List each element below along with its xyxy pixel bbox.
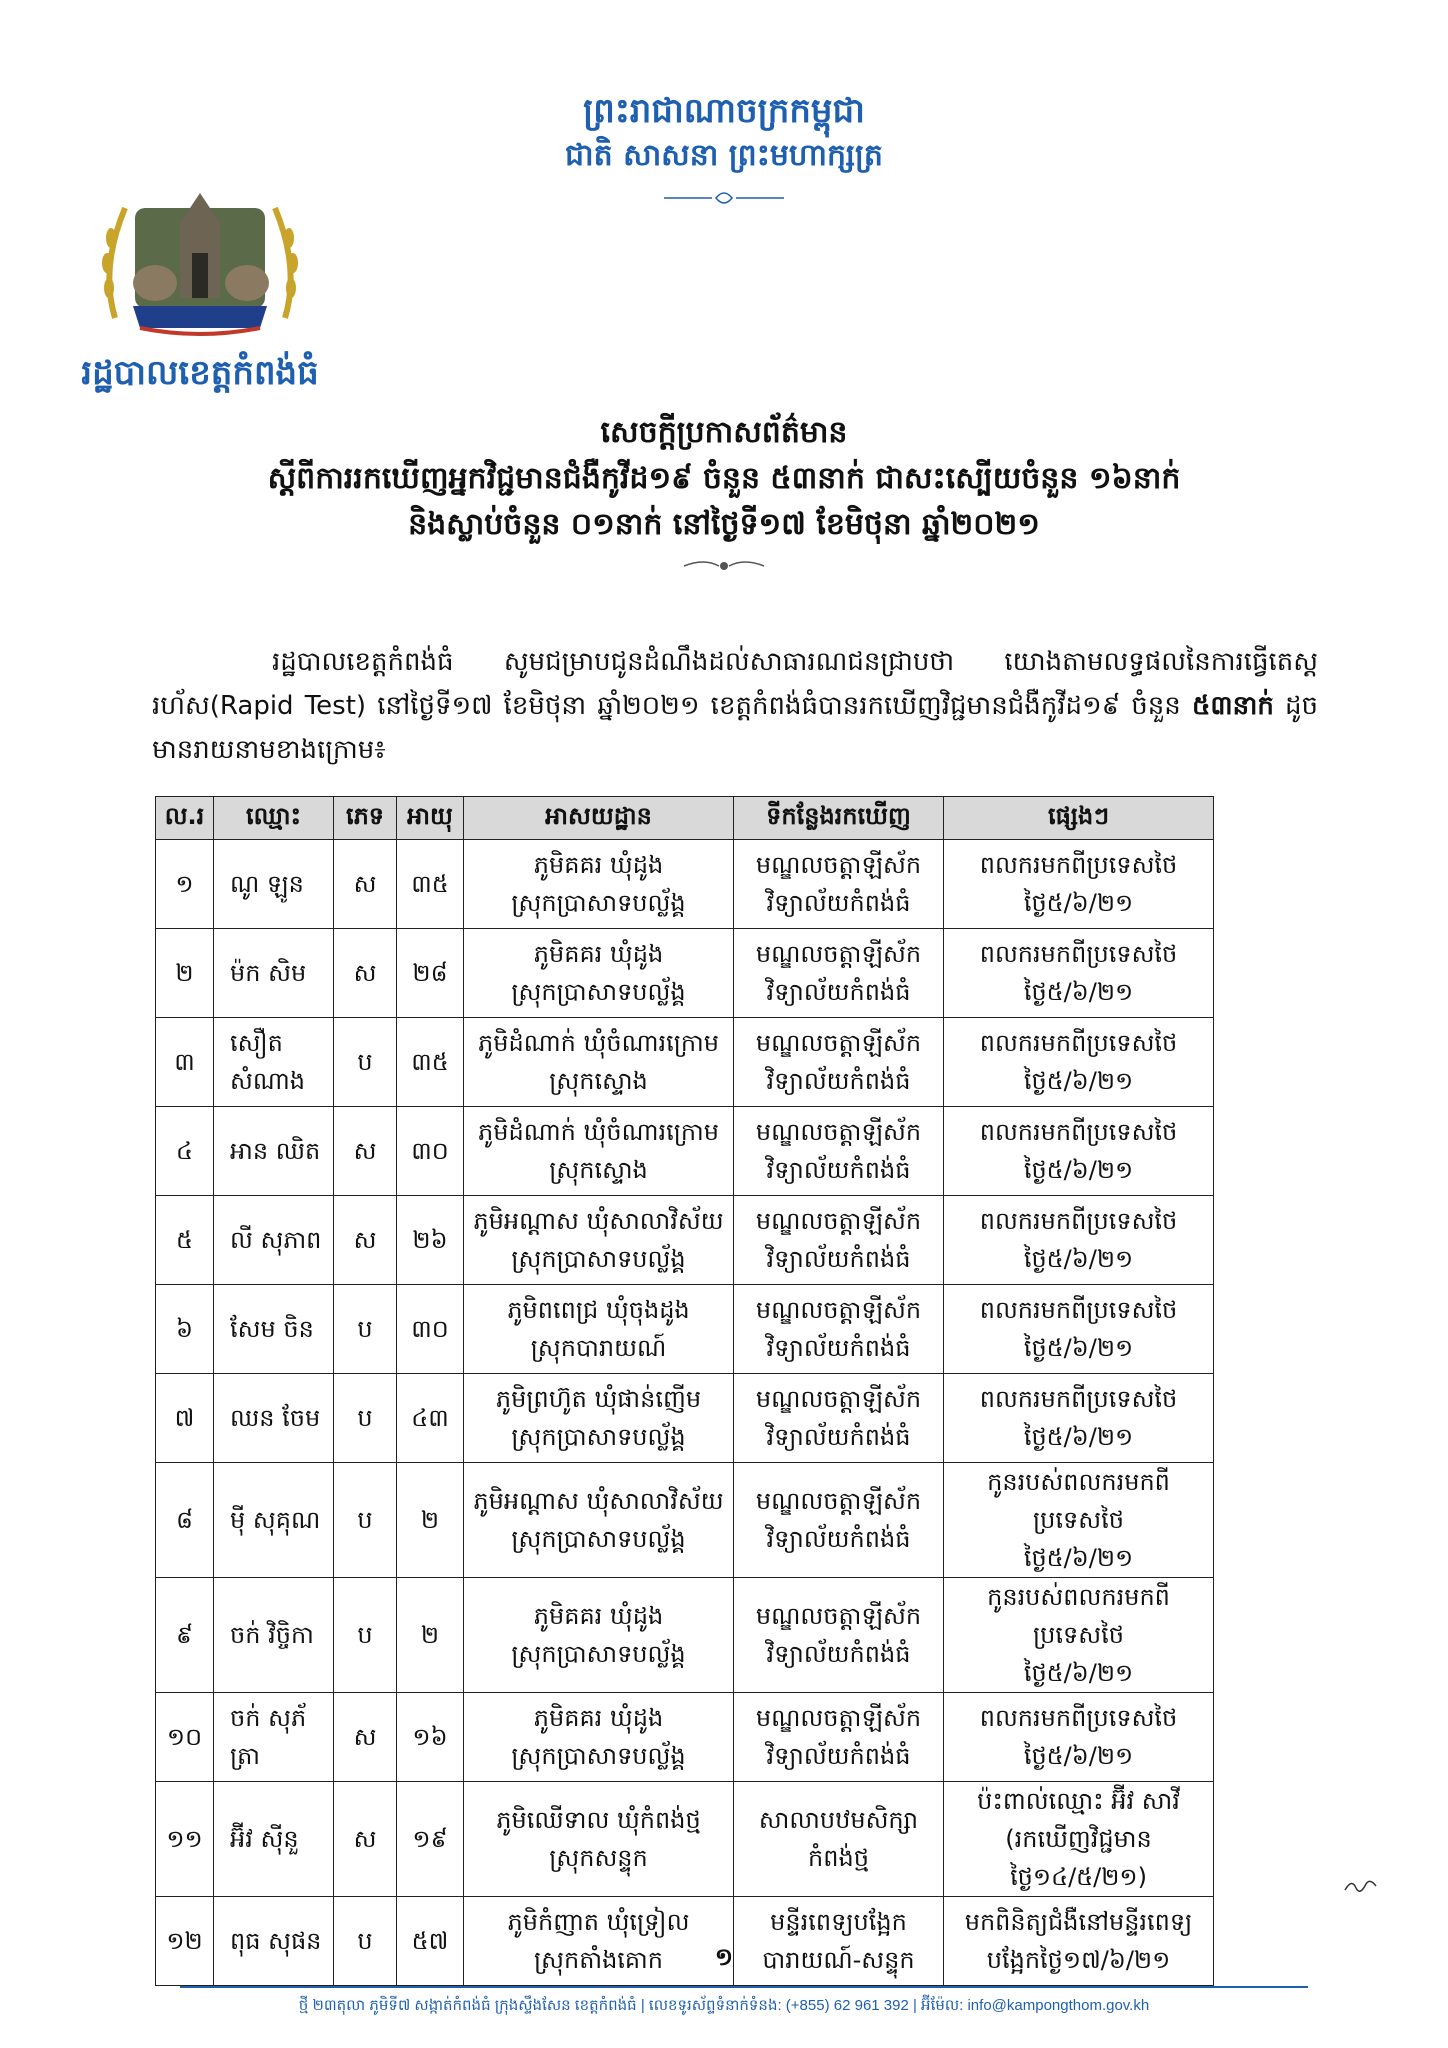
cell-sex xyxy=(334,1693,397,1782)
cell-age xyxy=(397,1285,464,1374)
cell-name-line: ម៉ក សិម xyxy=(230,959,307,987)
cell-place-line: សាលាបឋមសិក្សា xyxy=(758,1806,919,1834)
cell-place-line: មណ្ឌលចត្តាឡីស័ក xyxy=(755,1207,922,1235)
cell-place-line: វិទ្យាល័យកំពង់ធំ xyxy=(766,1525,911,1553)
cell-place xyxy=(734,1018,944,1107)
table-row xyxy=(156,840,1214,929)
title-block xyxy=(0,410,1448,576)
cell-age xyxy=(397,1107,464,1196)
table-row xyxy=(156,1107,1214,1196)
cell-address-line: ភូមិគគរ ឃុំដូង xyxy=(533,1602,664,1630)
table-row xyxy=(156,1374,1214,1463)
cell-sex-line: ប xyxy=(357,1927,373,1955)
cell-name xyxy=(214,1578,334,1693)
cell-notes-line: ថ្ងៃ៥/៦/២១ xyxy=(1023,1245,1134,1273)
cell-name-line: ឈន ចែម xyxy=(230,1404,321,1432)
cell-name-line: ណូ ឡូន xyxy=(230,870,304,898)
cell-address-line: ភូមិព្រហ៊ូត ឃុំផាន់ញើម xyxy=(495,1385,702,1413)
cell-sex xyxy=(334,929,397,1018)
cell-no xyxy=(156,1196,214,1285)
header-place: ទីកន្លែងរកឃើញ xyxy=(734,797,944,840)
cell-address-line: ភូមិគគរ ឃុំដូង xyxy=(533,940,664,968)
cell-notes-line: ថ្ងៃ៥/៦/២១ xyxy=(1023,1067,1134,1095)
cell-address xyxy=(464,1018,734,1107)
cell-notes xyxy=(944,929,1214,1018)
cell-sex xyxy=(334,1463,397,1578)
table-row xyxy=(156,1578,1214,1693)
document-title: សេចក្តីប្រកាសព័ត៌មាន xyxy=(600,415,848,450)
cell-sex xyxy=(334,1018,397,1107)
province-emblem-icon xyxy=(95,168,305,343)
cell-name xyxy=(214,1107,334,1196)
cell-notes-line: (រកឃើញវិជ្ជមានថ្ងៃ១៤/៥/២១) xyxy=(1005,1825,1152,1891)
cell-address-line: ស្រុកតាំងគោក xyxy=(533,1946,664,1974)
cell-sex-line: ប xyxy=(357,1315,373,1343)
cell-no xyxy=(156,1463,214,1578)
cell-place xyxy=(734,1578,944,1693)
cell-address-line: ភូមិដំណាក់ ឃុំចំណារក្រោម xyxy=(478,1118,719,1146)
table-row xyxy=(156,1693,1214,1782)
cell-address xyxy=(464,1196,734,1285)
cell-address-line: ភូមិដំណាក់ ឃុំចំណារក្រោម xyxy=(478,1029,719,1057)
cell-name-line: សឿត សំណាង xyxy=(230,1029,305,1095)
cell-place-line: មន្ទីរពេទ្យបង្អែក xyxy=(770,1908,907,1936)
cell-sex xyxy=(334,1196,397,1285)
cell-notes xyxy=(944,1018,1214,1107)
cell-address xyxy=(464,1374,734,1463)
cell-notes-line: កូនរបស់ពលករមកពី ប្រទេសថៃ xyxy=(987,1583,1170,1649)
cell-sex-line: ស xyxy=(353,1825,377,1853)
cell-address-line: ស្រុកប្រាសាទបល្ល័ង្គ xyxy=(511,1423,686,1451)
cell-name-line: ម៉ី សុគុណ xyxy=(230,1506,321,1534)
header-address: អាសយដ្ឋាន xyxy=(464,797,734,840)
cell-no xyxy=(156,1107,214,1196)
cell-age xyxy=(397,840,464,929)
cell-address-line: ស្រុកប្រាសាទបល្ល័ង្គ xyxy=(511,1640,686,1668)
cell-address xyxy=(464,1693,734,1782)
cell-place-line: មណ្ឌលចត្តាឡីស័ក xyxy=(755,1602,922,1630)
cell-no xyxy=(156,929,214,1018)
cell-notes xyxy=(944,840,1214,929)
cell-age xyxy=(397,1196,464,1285)
cell-address xyxy=(464,1285,734,1374)
cell-notes-line: ថ្ងៃ៥/៦/២១ xyxy=(1023,889,1134,917)
cell-notes xyxy=(944,1196,1214,1285)
header-notes: ផ្សេងៗ xyxy=(944,797,1214,840)
cell-name xyxy=(214,1285,334,1374)
cell-notes xyxy=(944,1693,1214,1782)
cell-place-line: វិទ្យាល័យកំពង់ធំ xyxy=(766,1067,911,1095)
cell-sex xyxy=(334,1374,397,1463)
cell-no-line: ១ xyxy=(175,870,194,898)
cell-notes-line: ថ្ងៃ៥/៦/២១ xyxy=(1023,1659,1134,1687)
cell-place xyxy=(734,840,944,929)
header-age: អាយុ xyxy=(397,797,464,840)
cell-place-line: មណ្ឌលចត្តាឡីស័ក xyxy=(755,940,922,968)
cell-name-line: ចក់ សុភ័ត្រា xyxy=(230,1704,307,1770)
cell-no xyxy=(156,840,214,929)
cell-no xyxy=(156,1285,214,1374)
cell-age-line: ៤៣ xyxy=(411,1404,449,1432)
cell-notes xyxy=(944,1374,1214,1463)
header-name: ឈ្មោះ xyxy=(214,797,334,840)
cell-address xyxy=(464,1107,734,1196)
cell-address-line: ភូមិអណ្តាស ឃុំសាលាវិស័យ xyxy=(473,1487,724,1515)
cell-notes-line: ថ្ងៃ៥/៦/២១ xyxy=(1023,1156,1134,1184)
admin-name: រដ្ឋបាលខេត្តកំពង់ធំ xyxy=(81,353,319,393)
cell-age-line: ៣០ xyxy=(411,1137,449,1165)
cell-name xyxy=(214,1018,334,1107)
cell-no-line: ៧ xyxy=(174,1404,195,1432)
table-row xyxy=(156,929,1214,1018)
cell-address-line: ភូមិគគរ ឃុំដូង xyxy=(533,1704,664,1732)
cell-no-line: ២ xyxy=(175,959,194,987)
cell-no-line: ៥ xyxy=(176,1226,193,1254)
intro-count: ៥៣នាក់ xyxy=(1191,691,1274,721)
cell-place-line: មណ្ឌលចត្តាឡីស័ក xyxy=(755,1118,922,1146)
cell-age-line: ១៦ xyxy=(412,1723,448,1751)
cell-no xyxy=(156,1374,214,1463)
cell-age-line: ៣៥ xyxy=(411,1048,449,1076)
cell-age xyxy=(397,1782,464,1897)
cell-address xyxy=(464,1782,734,1897)
cell-no xyxy=(156,1693,214,1782)
cell-notes-line: ពលករមកពីប្រទេសថៃ xyxy=(979,851,1178,879)
cell-place xyxy=(734,929,944,1018)
cell-age-line: ២ xyxy=(420,1506,440,1534)
cell-age xyxy=(397,1693,464,1782)
cell-sex xyxy=(334,1107,397,1196)
cell-notes-line: ថ្ងៃ៥/៦/២១ xyxy=(1023,1334,1134,1362)
cell-address xyxy=(464,929,734,1018)
cell-no-line: ១០ xyxy=(166,1723,203,1751)
cell-name-line: ពុធ សុផន xyxy=(230,1927,322,1955)
page-number: ១ xyxy=(714,1943,734,1971)
cell-place xyxy=(734,1463,944,1578)
cell-place-line: វិទ្យាល័យកំពង់ធំ xyxy=(766,1334,911,1362)
cell-name xyxy=(214,1196,334,1285)
table-header-row xyxy=(156,797,1214,840)
cell-age-line: ២៦ xyxy=(412,1226,448,1254)
cell-address-line: ភូមិពពេជ្រ ឃុំចុងដូង xyxy=(507,1296,690,1324)
cell-sex-line: ស xyxy=(353,870,377,898)
cell-address-line: ស្រុកស្ទោង xyxy=(549,1067,648,1095)
cell-no xyxy=(156,1578,214,1693)
cell-name-line: លី សុភាព xyxy=(230,1226,322,1254)
cell-place-line: មណ្ឌលចត្តាឡីស័ក xyxy=(755,851,922,879)
cell-place xyxy=(734,1196,944,1285)
cell-age-line: ២ xyxy=(420,1621,440,1649)
cell-notes-line: ថ្ងៃ៥/៦/២១ xyxy=(1023,1423,1134,1451)
cell-sex-line: ប xyxy=(357,1048,373,1076)
cell-no xyxy=(156,1018,214,1107)
cell-place xyxy=(734,1782,944,1897)
cell-age xyxy=(397,1578,464,1693)
cell-place-line: វិទ្យាល័យកំពង់ធំ xyxy=(766,889,911,917)
cell-no xyxy=(156,1782,214,1897)
cell-notes xyxy=(944,1578,1214,1693)
cases-table xyxy=(155,796,1214,1986)
cell-age xyxy=(397,1374,464,1463)
cell-address-line: ភូមិគគរ ឃុំដូង xyxy=(533,851,664,879)
cases-table-wrapper xyxy=(155,796,1214,1986)
cell-name xyxy=(214,840,334,929)
cell-notes-line: កូនរបស់ពលករមកពី ប្រទេសថៃ xyxy=(987,1468,1170,1534)
divider-ornament-icon xyxy=(664,188,784,208)
cell-name-line: ចក់ វិច្ចិកា xyxy=(230,1621,314,1649)
header-no: ល.រ xyxy=(156,797,214,840)
cell-name-line: អ៊ីវ ស៊ីនួ xyxy=(230,1825,299,1853)
cell-place-line: វិទ្យាល័យកំពង់ធំ xyxy=(766,1742,911,1770)
cell-address-line: ស្រុកបារាយណ៍ xyxy=(530,1334,667,1362)
cell-place-line: មណ្ឌលចត្តាឡីស័ក xyxy=(755,1029,922,1057)
intro-text: រដ្ឋបាលខេត្តកំពង់ធំ សូមជម្រាបជូនដំណឹងដល់សាធារណជនជ្រាបថា យោងតាមលទ្ធផលនៃការធ្វើតេស្តរហ័ស(Rapid Test) នៅថ្ងៃទី១៧ ខែមិថុនា ឆ្នាំ២០២១ ខេត្តកំពង់ធំបានរកឃើញវិជ្ជមានជំងឺកូវីដ១៩ ចំនួន xyxy=(152,647,1318,721)
cell-place-line: វិទ្យាល័យកំពង់ធំ xyxy=(766,978,911,1006)
cell-notes-line: ថ្ងៃ៥/៦/២១ xyxy=(1023,1742,1134,1770)
cell-place xyxy=(734,1374,944,1463)
cell-address-line: ស្រុកប្រាសាទបល្ល័ង្គ xyxy=(511,889,686,917)
cell-notes-line: ប៉ះពាល់ឈ្មោះ អ៊ីវ សាវី xyxy=(977,1787,1180,1815)
cell-place-line: មណ្ឌលចត្តាឡីស័ក xyxy=(755,1487,922,1515)
cell-address-line: ស្រុកប្រាសាទបល្ល័ង្គ xyxy=(511,1525,686,1553)
cell-age-line: ២៨ xyxy=(412,959,448,987)
cell-name xyxy=(214,1374,334,1463)
cell-age xyxy=(397,1463,464,1578)
cell-address-line: ភូមិឈើទាល ឃុំកំពង់ថ្ម xyxy=(496,1806,701,1834)
title-ornament-icon xyxy=(679,556,769,576)
cell-notes-line: ពលករមកពីប្រទេសថៃ xyxy=(979,1704,1178,1732)
footer-divider xyxy=(180,1986,1308,1988)
cell-address-line: ស្រុកប្រាសាទបល្ល័ង្គ xyxy=(511,1742,686,1770)
cell-place-line: មណ្ឌលចត្តាឡីស័ក xyxy=(755,1704,922,1732)
table-row xyxy=(156,1018,1214,1107)
cell-notes xyxy=(944,1782,1214,1897)
cell-address-line: ភូមិកំញាត ឃុំទ្រៀល xyxy=(507,1908,690,1936)
cell-sex-line: ប xyxy=(357,1506,373,1534)
cell-address-line: ស្រុកប្រាសាទបល្ល័ង្គ xyxy=(511,978,686,1006)
cell-address-line: ស្រុកប្រាសាទបល្ល័ង្គ xyxy=(511,1245,686,1273)
cell-name-line: សែម ចិន xyxy=(230,1315,314,1343)
signature-mark xyxy=(1340,1870,1380,1900)
cell-address-line: ស្រុកស្ទោង xyxy=(549,1156,648,1184)
cell-no-line: ១១ xyxy=(166,1825,203,1853)
cell-notes-line: ពលករមកពីប្រទេសថៃ xyxy=(979,1296,1178,1324)
cell-place-line: វិទ្យាល័យកំពង់ធំ xyxy=(766,1245,911,1273)
cell-place xyxy=(734,1693,944,1782)
cell-sex-line: ស xyxy=(353,1137,377,1165)
cell-place-line: វិទ្យាល័យកំពង់ធំ xyxy=(766,1156,911,1184)
cell-place-line: វិទ្យាល័យកំពង់ធំ xyxy=(766,1423,911,1451)
cell-address xyxy=(464,1578,734,1693)
cell-sex-line: ប xyxy=(357,1621,373,1649)
cell-notes-line: មកពិនិត្យជំងឺនៅមន្ទីរពេទ្យ xyxy=(964,1908,1193,1936)
cell-age-line: ៥៧ xyxy=(411,1927,449,1955)
cell-age xyxy=(397,1018,464,1107)
table-row xyxy=(156,1285,1214,1374)
cell-age xyxy=(397,929,464,1018)
cell-place-line: មណ្ឌលចត្តាឡីស័ក xyxy=(755,1296,922,1324)
table-row xyxy=(156,1782,1214,1897)
cell-name-line: អាន ឈិត xyxy=(230,1137,321,1165)
cell-sex-line: ស xyxy=(353,959,377,987)
cell-notes xyxy=(944,1107,1214,1196)
cell-notes-line: ពលករមកពីប្រទេសថៃ xyxy=(979,1029,1178,1057)
cell-address-line: ស្រុកសន្ទុក xyxy=(549,1844,648,1872)
cell-name xyxy=(214,1693,334,1782)
cell-no-line: ៨ xyxy=(176,1506,193,1534)
cell-age-line: ៣៥ xyxy=(411,870,449,898)
cell-sex xyxy=(334,840,397,929)
cell-no-line: ៩ xyxy=(176,1621,193,1649)
cell-address xyxy=(464,1463,734,1578)
logo-block xyxy=(70,168,330,401)
cell-name xyxy=(214,929,334,1018)
footer-contact: ថ្មី ២៣តុលា ភូមិទី៧ សង្កាត់កំពង់ធំ ក្រុងស្ទឹងសែន ខេត្តកំពង់ធំ | លេខទូរស័ព្ទទំនាក់ទំនង: (+855) 62 961 392 | អ៊ីម៉ែល: info@kampongthom.gov.kh xyxy=(298,1997,1150,2014)
cell-place xyxy=(734,1285,944,1374)
header-sex: ភេទ xyxy=(334,797,397,840)
cell-notes xyxy=(944,1463,1214,1578)
cell-address-line: ភូមិអណ្តាស ឃុំសាលាវិស័យ xyxy=(473,1207,724,1235)
cell-sex xyxy=(334,1578,397,1693)
cell-sex-line: ស xyxy=(353,1226,377,1254)
cell-notes-line: បង្អែកថ្ងៃ១៧/៦/២១ xyxy=(986,1946,1171,1974)
table-row xyxy=(156,1463,1214,1578)
document-subtitle-2: និងស្លាប់ចំនួន ០១នាក់ នៅថ្ងៃទី១៧ ខែមិថុនា ឆ្នាំ២០២១ xyxy=(408,507,1040,542)
cell-place-line: មណ្ឌលចត្តាឡីស័ក xyxy=(755,1385,922,1413)
cell-place-line: កំពង់ថ្ម xyxy=(808,1844,869,1872)
national-motto: ជាតិ សាសនា ព្រះមហាក្សត្រ xyxy=(565,138,883,173)
intro-tail: ដូចមានរាយនាមខាងក្រោម៖ xyxy=(152,691,1318,765)
cell-sex-line: ស xyxy=(353,1723,377,1751)
cell-notes xyxy=(944,1285,1214,1374)
cell-notes-line: ពលករមកពីប្រទេសថៃ xyxy=(979,1385,1178,1413)
cell-no-line: ១២ xyxy=(166,1927,203,1955)
cell-no-line: ៦ xyxy=(176,1315,193,1343)
cell-place-line: បារាយណ៍-សន្ទុក xyxy=(762,1946,915,1974)
cell-notes-line: ពលករមកពីប្រទេសថៃ xyxy=(979,940,1178,968)
cell-name xyxy=(214,1463,334,1578)
cell-sex-line: ប xyxy=(357,1404,373,1432)
document-subtitle-1: ស្តីពីការរកឃើញអ្នកវិជ្ជមានជំងឺកូវីដ១៩ ចំនួន ៥៣នាក់ ជាសះស្បើយចំនួន ១៦នាក់ xyxy=(267,461,1181,496)
cell-sex xyxy=(334,1285,397,1374)
cell-place-line: វិទ្យាល័យកំពង់ធំ xyxy=(766,1640,911,1668)
cell-no-line: ៤ xyxy=(176,1137,193,1165)
cell-notes-line: ពលករមកពីប្រទេសថៃ xyxy=(979,1118,1178,1146)
cell-notes-line: ថ្ងៃ៥/៦/២១ xyxy=(1023,978,1134,1006)
cell-age-line: ៣០ xyxy=(411,1315,449,1343)
kingdom-title: ព្រះរាជាណាចក្រកម្ពុជា xyxy=(583,91,865,131)
cell-no-line: ៣ xyxy=(174,1048,195,1076)
cell-place xyxy=(734,1107,944,1196)
cell-sex xyxy=(334,1782,397,1897)
intro-paragraph xyxy=(152,640,1318,772)
table-row xyxy=(156,1196,1214,1285)
cell-name xyxy=(214,1782,334,1897)
cell-age-line: ១៩ xyxy=(412,1825,448,1853)
cell-notes-line: ពលករមកពីប្រទេសថៃ xyxy=(979,1207,1178,1235)
cell-address xyxy=(464,840,734,929)
cell-notes-line: ថ្ងៃ៥/៦/២១ xyxy=(1023,1544,1134,1572)
